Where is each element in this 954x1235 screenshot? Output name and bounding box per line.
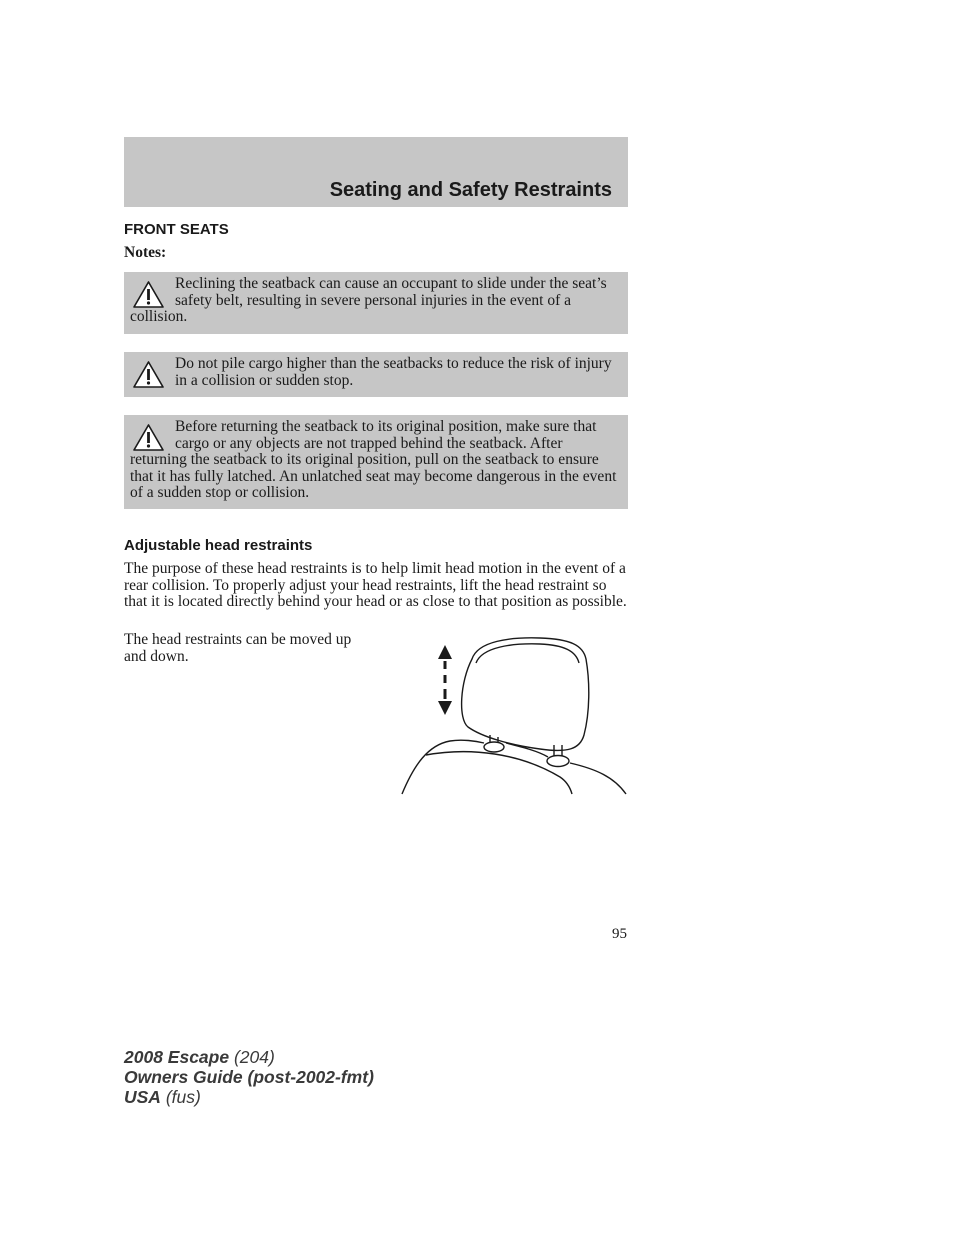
warning-box-seatback-latch: [124, 415, 628, 509]
footer-model: 2008 Escape: [124, 1047, 230, 1067]
section-title: Seating and Safety Restraints: [329, 179, 612, 201]
warning-triangle-icon: [132, 423, 165, 452]
section-header-band: [124, 137, 628, 207]
warning-text: Before returning the seatback to its original position, make sure that cargo or any objects are not trapped behind the seatback. After returning the seatback to its original position, pull on the seatback to ensure that it has fully latched. An unlatched seat may become dangerous in the event of a sudden stop or collision.: [130, 418, 617, 501]
warning-text: Reclining the seatback can cause an occupant to slide under the seat’s safety belt, resulting in severe personal injuries in the event of a collision.: [130, 275, 607, 325]
warning-text: Do not pile cargo higher than the seatbacks to reduce the risk of injury in a collision or sudden stop.: [175, 355, 612, 389]
warning-triangle-icon: [132, 360, 165, 389]
footer-line-2: Owners Guide (post-2002-fmt): [124, 1067, 374, 1087]
warning-triangle-icon: [132, 280, 165, 309]
front-seats-heading: FRONT SEATS: [124, 221, 229, 238]
footer-model-code: (204): [233, 1047, 275, 1067]
page-number: 95: [612, 926, 627, 942]
footer-line-3: [124, 1087, 374, 1107]
footer-line-1: [124, 1047, 374, 1067]
headrest-outline: [402, 638, 626, 794]
footer-market-code: (fus): [165, 1087, 201, 1107]
head-restraint-diagram: [400, 637, 630, 797]
document-footer: [124, 1047, 374, 1107]
head-restraints-heading: Adjustable head restraints: [124, 537, 313, 554]
warning-box-cargo: [124, 352, 628, 397]
up-down-arrow-icon: [438, 645, 452, 715]
footer-market: USA: [124, 1087, 161, 1107]
head-restraints-move-paragraph: The head restraints can be moved up and down.: [124, 631, 352, 665]
notes-label: Notes:: [124, 244, 167, 261]
head-restraints-paragraph: The purpose of these head restraints is to help limit head motion in the event of a rear collision. To properly adjust your head restraints, lift the head restraint so that it is located directly behind your head or as close to that position as possible.: [124, 560, 627, 610]
warning-box-recline: [124, 272, 628, 334]
